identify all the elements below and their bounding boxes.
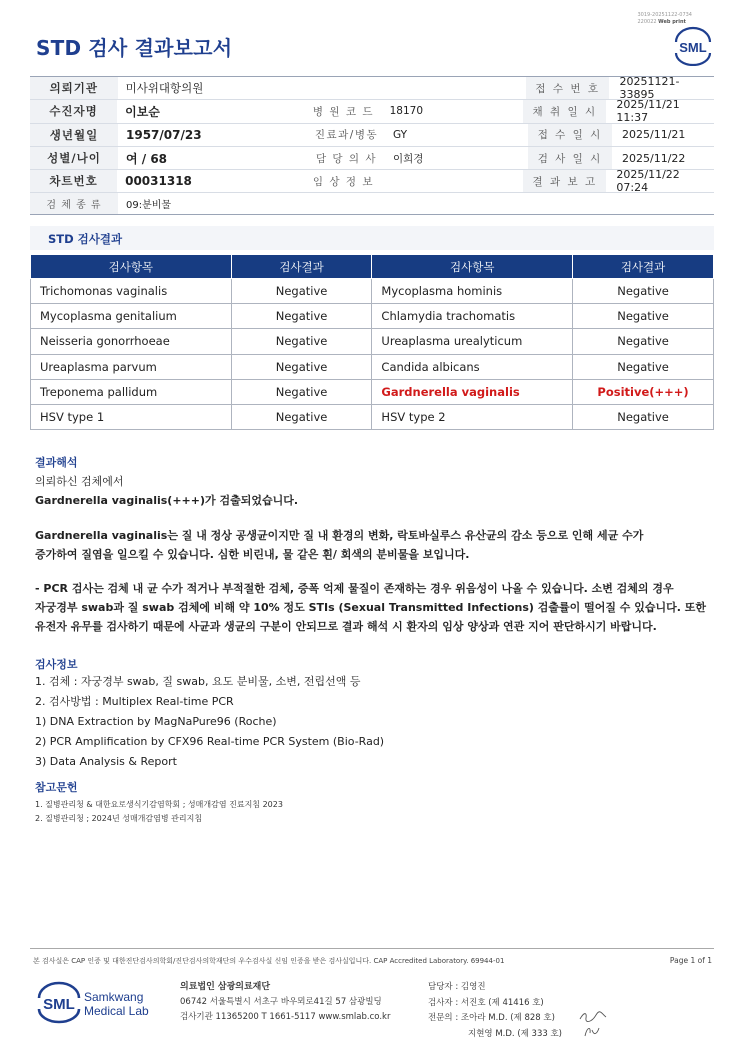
- table-row: [31, 279, 714, 304]
- test-item: Chlamydia trachomatis: [372, 304, 573, 329]
- interpretation-text: 증가하여 질염을 일으킬 수 있습니다. 심한 비린내, 물 같은 흰/ 회색의 분비물을 보입니다.: [35, 548, 470, 561]
- lab-name-line2: Medical Lab: [84, 1004, 149, 1018]
- page-number: Page 1 of 1: [669, 956, 712, 965]
- staff-label: 검사자 :: [428, 997, 459, 1008]
- test-result: Negative: [231, 279, 372, 304]
- interpretation-finding: Gardnerella vaginalis(+++)가 검출되었습니다.: [35, 494, 299, 507]
- label-test-date: 검 사 일 시: [528, 147, 612, 169]
- staff-name: 조아라 M.D. (제 828 호): [460, 1013, 555, 1023]
- org-contact: 검사기관 11365200 T 1661-5117 www.smlab.co.kr: [180, 1012, 391, 1022]
- receipt-number: 20251121-33895: [619, 75, 680, 102]
- label-receipt-date: 접 수 일 시: [528, 124, 612, 146]
- references-title: 참고문헌: [35, 781, 78, 794]
- organization-info: [180, 980, 390, 1025]
- info-row: [30, 100, 714, 123]
- label-clinical-info: 임 상 정 보: [312, 175, 374, 188]
- lab-name-line1: Samkwang: [84, 990, 144, 1004]
- staff-row: [428, 980, 562, 996]
- interpretation-text: 는 질 내 정상 공생균이지만 질 내 환경의 변화, 락토바실루스 유산균의 감소 등으로 인해 세균 수가: [167, 529, 644, 542]
- test-item: Ureaplasma urealyticum: [372, 329, 573, 354]
- patient-name: 이보순: [125, 104, 160, 119]
- test-item-positive: Gardnerella vaginalis: [372, 379, 573, 404]
- test-item: Mycoplasma genitalium: [31, 304, 232, 329]
- staff-row: [428, 1011, 562, 1027]
- header-test-item: 검사항목: [31, 255, 232, 279]
- test-item: Ureaplasma parvum: [31, 354, 232, 379]
- info-row: [30, 77, 714, 100]
- interpretation-text: 유전자 유무를 검사하기 때문에 사균과 생균의 구분이 안되므로 결과 해석 시 환자의 임상 양상과 연관 지어 판단하시기 바랍니다.: [35, 620, 657, 633]
- org-address: 06742 서울특별시 서초구 바우뫼로41길 57 삼광빌딩: [180, 997, 382, 1007]
- info-row-specimen: [30, 193, 714, 215]
- interpretation-paragraph-2: [35, 579, 715, 636]
- label-birth-date: 생년월일: [30, 124, 118, 146]
- receipt-date: 2025/11/21: [622, 128, 686, 142]
- label-sex-age: 성별/나이: [30, 147, 118, 169]
- test-result: Negative: [231, 354, 372, 379]
- signature-icon: [582, 1024, 602, 1038]
- samkwang-logo-icon: [36, 980, 82, 1024]
- patient-info-table: [30, 76, 714, 215]
- test-info-line: 2) PCR Amplification by CFX96 Real-time PCR System (Bio-Rad): [35, 735, 385, 748]
- test-info-line: 1) DNA Extraction by MagNaPure96 (Roche): [35, 715, 277, 728]
- label-hospital-code: 병 원 코 드: [312, 105, 374, 118]
- test-item: Neisseria gonorrhoeae: [31, 329, 232, 354]
- label-collection-time: 채 취 일 시: [523, 100, 606, 122]
- interpretation-text: 자궁경부 swab과 질 swab 검체에 비해 약 10% 정도 STIs (Sexual Transmitted Infections) 검출률이 떨어질 수 있습니다. 또한: [35, 601, 707, 614]
- table-row: [31, 379, 714, 404]
- table-row: [31, 354, 714, 379]
- specimen-type: 09:분비물: [126, 200, 172, 212]
- interpretation-title: 결과해석: [35, 456, 78, 469]
- staff-name: 김영진: [460, 982, 486, 992]
- staff-name: 서진호 (제 41416 호): [460, 997, 544, 1008]
- hospital-code: 18170: [389, 105, 424, 118]
- staff-name: 지현영 M.D. (제 333 호): [468, 1028, 563, 1039]
- test-item: HSV type 2: [372, 404, 573, 429]
- staff-label: 전문의 :: [428, 1013, 459, 1023]
- requesting-clinic: 미사위대항의원: [125, 81, 204, 96]
- test-info-title: 검사정보: [35, 658, 78, 671]
- label-chart-number: 차트번호: [30, 170, 117, 192]
- test-result-positive: Positive(+++): [573, 379, 714, 404]
- test-info-line: 1. 검체 : 자궁경부 swab, 질 swab, 요도 분비물, 소변, 전립선액 등: [35, 675, 361, 688]
- staff-row: [428, 996, 562, 1012]
- test-result: Negative: [573, 404, 714, 429]
- web-print-label: Web print: [658, 19, 686, 25]
- results-section-title: STD 검사결과: [30, 226, 714, 250]
- info-row: [30, 147, 714, 170]
- label-physician: 담 당 의 사: [315, 152, 378, 165]
- sml-logo-text: SML: [679, 40, 707, 55]
- test-info-line: 2. 검사방법 : Multiplex Real-time PCR: [35, 695, 234, 708]
- info-row: [30, 170, 714, 193]
- report-code-line2: 220022: [637, 19, 657, 25]
- test-result: Negative: [231, 379, 372, 404]
- test-item: Trichomonas vaginalis: [31, 279, 232, 304]
- org-name: 의료법인 삼광의료재단: [180, 982, 271, 992]
- test-item: Candida albicans: [372, 354, 573, 379]
- table-row: [31, 304, 714, 329]
- staff-list: [428, 980, 562, 1042]
- staff-row: [428, 1027, 562, 1043]
- interpretation-line: 의뢰하신 검체에서: [35, 475, 124, 488]
- staff-label: 담당자 :: [428, 982, 459, 992]
- table-row: [31, 404, 714, 429]
- sex-age: 여 / 68: [126, 151, 168, 166]
- label-patient-name: 수진자명: [30, 100, 117, 122]
- label-specimen-type: 검 체 종 류: [30, 193, 118, 214]
- test-item: Treponema pallidum: [31, 379, 232, 404]
- test-info-list: [35, 672, 715, 772]
- test-item: Mycoplasma hominis: [372, 279, 573, 304]
- sml-logo-icon: [672, 26, 714, 66]
- test-result: Negative: [573, 354, 714, 379]
- label-department: 진료과/병동: [314, 129, 379, 142]
- test-info-line: 3) Data Analysis & Report: [35, 755, 177, 768]
- report-code: [637, 12, 692, 26]
- table-row: [31, 329, 714, 354]
- test-item: HSV type 1: [31, 404, 232, 429]
- test-result: Negative: [231, 304, 372, 329]
- interpretation-intro: [35, 472, 715, 510]
- chart-number: 00031318: [125, 174, 192, 189]
- footer-logo-text: SML: [43, 996, 75, 1013]
- reference-item: 1. 질병관리청 & 대한요로생식기감염학회 ; 성매개감염 진료지침 2023: [35, 800, 283, 809]
- document-title: STD 검사 결과보고서: [36, 36, 233, 60]
- label-report-time: 결 과 보 고: [523, 170, 606, 192]
- header-test-item: 검사항목: [372, 255, 573, 279]
- accreditation-note: 본 검사실은 CAP 인증 및 대한진단검사의학회/진단검사의학재단의 우수검사실 신임 인증을 받은 검사실입니다. CAP Accredited Laboratory. 69944-01: [33, 957, 505, 965]
- test-date: 2025/11/22: [622, 151, 686, 165]
- lab-name: [84, 990, 149, 1018]
- interpretation-paragraph-1: [35, 526, 715, 564]
- report-time: 2025/11/22 07:24: [616, 168, 680, 195]
- reference-item: 2. 질병관리청 ; 2024년 성매개감염병 관리지침: [35, 814, 203, 823]
- header-test-result: 검사결과: [231, 255, 372, 279]
- test-result: Negative: [231, 329, 372, 354]
- department: GY: [393, 128, 408, 141]
- results-header-row: [31, 255, 714, 279]
- test-result: Negative: [573, 304, 714, 329]
- test-result: Negative: [573, 279, 714, 304]
- organism-name: Gardnerella vaginalis: [35, 529, 168, 542]
- report-code-line1: 3019-20251122-0734: [637, 12, 692, 18]
- signature-icon: [578, 1010, 608, 1024]
- results-table: [30, 254, 714, 430]
- references-list: [35, 798, 283, 826]
- birth-date: 1957/07/23: [126, 127, 202, 142]
- physician: 이희경: [393, 152, 424, 165]
- label-receipt-number: 접 수 번 호: [526, 77, 610, 99]
- interpretation-text: - PCR 검사는 검체 내 균 수가 적거나 부적절한 검체, 증폭 억제 물질이 존재하는 경우 위음성이 나올 수 있습니다. 소변 검체의 경우: [35, 582, 674, 595]
- label-requesting-clinic: 의뢰기관: [30, 77, 118, 99]
- header-test-result: 검사결과: [573, 255, 714, 279]
- collection-time: 2025/11/21 11:37: [616, 98, 680, 125]
- test-result: Negative: [573, 329, 714, 354]
- test-result: Negative: [231, 404, 372, 429]
- info-row: [30, 124, 714, 147]
- footer-divider: [30, 948, 714, 949]
